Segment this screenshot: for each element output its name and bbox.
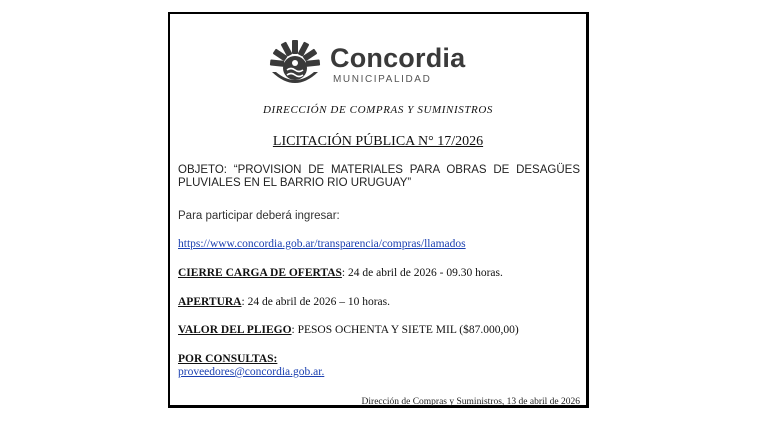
consultas-label-row <box>178 353 277 365</box>
logo-name: Concordia <box>330 43 466 73</box>
page-title: LICITACIÓN PÚBLICA N° 17/2026 <box>272 134 484 149</box>
cierre-label: CIERRE CARGA DE OFERTAS <box>178 267 342 279</box>
apertura-label: APERTURA <box>178 296 242 308</box>
participar-text: Para participar deberá ingresar: <box>178 210 340 222</box>
valor-line <box>178 324 519 336</box>
cierre-value: : 24 de abril de 2026 - 09.30 horas. <box>341 267 503 279</box>
document-page <box>168 12 589 408</box>
sun-seal-icon <box>266 38 324 90</box>
valor-value: : PESOS OCHENTA Y SIETE MIL ($87.000,00) <box>291 324 519 336</box>
department-heading: DIRECCIÓN DE COMPRAS Y SUMINISTROS <box>263 104 493 116</box>
consultas-email-row <box>178 366 324 378</box>
objeto-text: OBJETO: “PROVISION DE MATERIALES PARA OBRAS DE DESAGÜES PLUVIALES EN EL BARRIO RIO URUGUAY” <box>178 164 580 189</box>
valor-label: VALOR DEL PLIEGO <box>178 324 292 336</box>
email-link[interactable]: proveedores@concordia.gob.ar <box>178 366 322 378</box>
consultas-label: POR CONSULTAS: <box>178 353 278 365</box>
concordia-logo <box>266 38 506 90</box>
email-trailing-dot: . <box>321 366 325 378</box>
footer-signature: Dirección de Compras y Suministros, 13 de abril de 2026 <box>361 397 580 407</box>
cierre-line <box>178 267 503 279</box>
logo-subtitle: MUNICIPALIDAD <box>333 74 432 85</box>
llamados-link[interactable]: https://www.concordia.gob.ar/transparencia/compras/llamados <box>178 238 466 250</box>
apertura-value: : 24 de abril de 2026 – 10 horas. <box>241 296 391 308</box>
apertura-line <box>178 296 390 308</box>
